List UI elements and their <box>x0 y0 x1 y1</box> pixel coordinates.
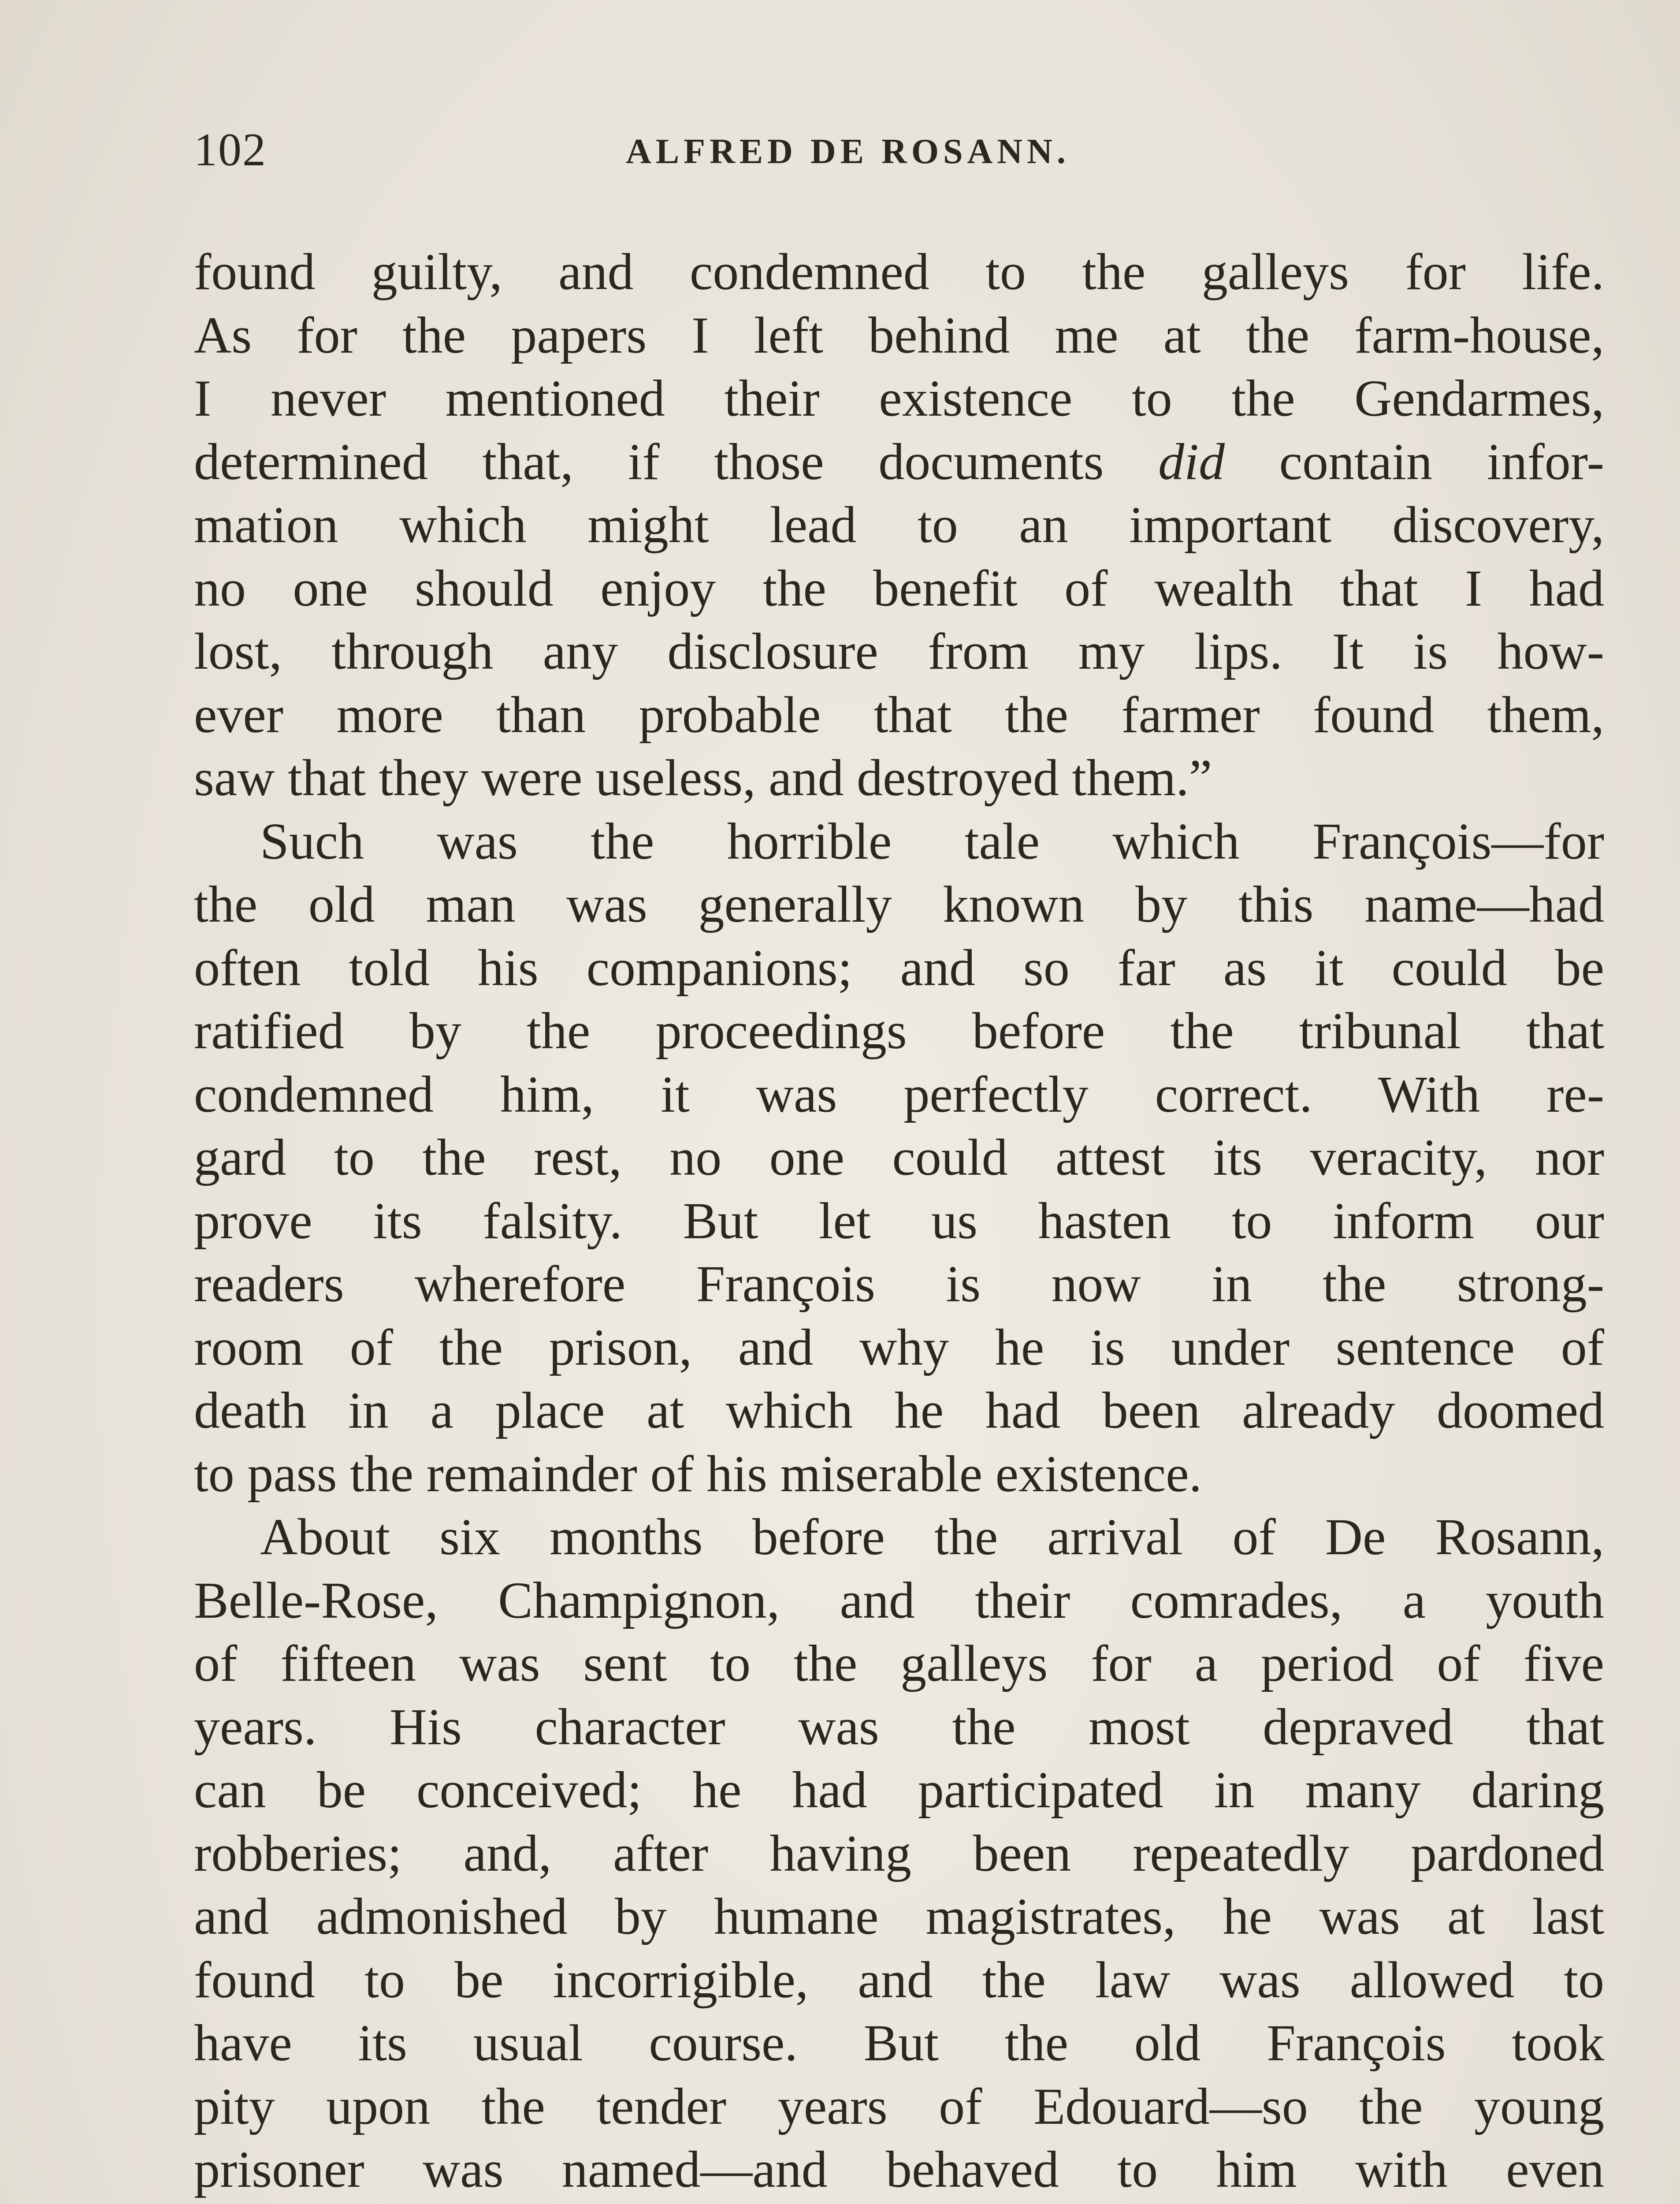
text-line <box>194 1758 1604 1822</box>
line-text: no one should enjoy the benefit of wealth that I had <box>194 559 1604 617</box>
text-line <box>194 1189 1604 1253</box>
line-text: About six months before the arrival of De Rosann, <box>260 1508 1604 1566</box>
line-text: I never mentioned their existence to the Gendarmes, <box>194 369 1604 427</box>
text-line <box>194 1948 1604 2012</box>
text-line <box>194 1505 1604 1569</box>
page-number: 102 <box>194 124 267 175</box>
line-text: found guilty, and condemned to the galleys for life. <box>194 243 1604 301</box>
text-line <box>194 2075 1604 2138</box>
text-line <box>194 936 1604 1000</box>
line-text: pity upon the tender years of Edouard—so the young <box>194 2077 1604 2135</box>
text-line <box>194 430 1604 494</box>
text-line <box>194 620 1604 683</box>
text-line <box>194 999 1604 1063</box>
line-text: saw that they were useless, and destroyed them.” <box>194 749 1212 807</box>
line-text: As for the papers I left behind me at the farm-house, <box>194 306 1604 364</box>
text-line <box>194 1442 1604 1506</box>
text-line <box>194 2011 1604 2075</box>
text-line <box>194 367 1604 430</box>
page-header <box>194 119 1604 181</box>
line-text: death in a place at which he had been already doomed <box>194 1381 1604 1439</box>
text-line <box>194 1695 1604 1759</box>
body-text <box>194 240 1604 2204</box>
text-line <box>194 1822 1604 1885</box>
line-text: Such was the horrible tale which François—for <box>260 812 1604 870</box>
line-text: ratified by the proceedings before the tribunal that <box>194 1002 1604 1060</box>
text-line <box>194 683 1604 747</box>
line-text-after: contain infor- <box>1224 432 1605 491</box>
line-text: and admonished by humane magistrates, he was at last <box>194 1888 1604 1945</box>
running-title: ALFRED DE ROSANN. <box>626 132 1070 171</box>
line-text: room of the prison, and why he is under sentence of <box>194 1318 1604 1376</box>
line-text: lost, through any disclosure from my lips. It is how- <box>194 622 1604 680</box>
line-text: mation which might lead to an important discovery, <box>194 496 1604 554</box>
line-text: ever more than probable that the farmer found them, <box>194 685 1604 744</box>
text-line <box>194 240 1604 304</box>
line-text: prove its falsity. But let us hasten to inform our <box>194 1191 1604 1250</box>
line-text: determined that, if those documents <box>194 432 1159 491</box>
line-text: often told his companions; and so far as it could be <box>194 938 1604 997</box>
text-line <box>194 746 1604 810</box>
text-line <box>194 2138 1604 2201</box>
line-text: have its usual course. But the old François took <box>194 2014 1604 2072</box>
line-text: to pass the remainder of his miserable existence. <box>194 1445 1202 1503</box>
text-line <box>194 1063 1604 1126</box>
line-text: readers wherefore François is now in the strong- <box>194 1255 1604 1313</box>
text-line <box>194 1379 1604 1442</box>
line-text: Belle-Rose, Champignon, and their comrades, a youth <box>194 1571 1604 1629</box>
text-line <box>194 1632 1604 1695</box>
line-text: the old man was generally known by this name—had <box>194 875 1604 933</box>
text-line <box>194 2201 1604 2204</box>
text-line <box>194 1252 1604 1316</box>
text-line <box>194 1316 1604 1379</box>
text-line <box>194 1126 1604 1189</box>
line-text: of fifteen was sent to the galleys for a period of five <box>194 1634 1604 1692</box>
text-line <box>194 1569 1604 1632</box>
line-text: found to be incorrigible, and the law was allowed to <box>194 1951 1604 2009</box>
line-text: condemned him, it was perfectly correct. With re- <box>194 1065 1604 1123</box>
text-line <box>194 873 1604 936</box>
text-line <box>194 304 1604 367</box>
text-line <box>194 493 1604 557</box>
line-text: can be conceived; he had participated in many daring <box>194 1761 1604 1819</box>
line-text: prisoner was named—and behaved to him with even <box>194 2141 1604 2198</box>
line-text: robberies; and, after having been repeatedly pardoned <box>194 1824 1604 1882</box>
italic-word: did <box>1158 432 1225 491</box>
text-line <box>194 1885 1604 1948</box>
line-text: gard to the rest, no one could attest its veracity, nor <box>194 1128 1604 1186</box>
text-line <box>194 810 1604 873</box>
text-line <box>194 557 1604 620</box>
line-text: years. His character was the most depraved that <box>194 1698 1604 1756</box>
